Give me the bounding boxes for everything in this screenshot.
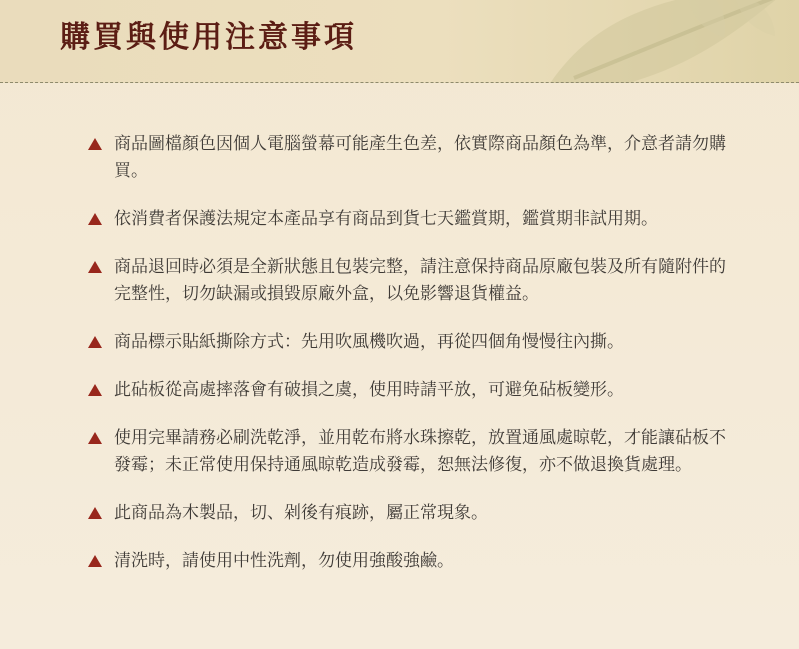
notice-item <box>88 329 738 356</box>
triangle-up-icon <box>88 555 102 567</box>
notice-text: 商品圖檔顏色因個人電腦螢幕可能產生色差，依實際商品顏色為準，介意者請勿購買。 <box>114 134 726 181</box>
notice-text: 此商品為木製品，切、剁後有痕跡，屬正常現象。 <box>114 503 488 523</box>
notice-text: 依消費者保護法規定本產品享有商品到貨七天鑑賞期，鑑賞期非試用期。 <box>114 209 658 229</box>
notice-text: 使用完畢請務必刷洗乾淨，並用乾布將水珠擦乾，放置通風處晾乾，才能讓砧板不發霉；未正常使用保持通風晾乾造成發霉，恕無法修復，亦不做退換貨處理。 <box>114 428 726 475</box>
leaf-icon <box>509 0 799 83</box>
triangle-up-icon <box>88 336 102 348</box>
triangle-up-icon <box>88 507 102 519</box>
notice-item <box>88 500 738 527</box>
notice-item <box>88 206 738 233</box>
triangle-up-icon <box>88 384 102 396</box>
triangle-up-icon <box>88 138 102 150</box>
notice-text: 商品退回時必須是全新狀態且包裝完整，請注意保持商品原廠包裝及所有隨附件的完整性，切勿缺漏或損毀原廠外盒，以免影響退貨權益。 <box>114 257 726 304</box>
header-banner <box>0 0 799 83</box>
notice-item <box>88 548 738 575</box>
header-divider <box>0 82 799 83</box>
notice-text: 清洗時，請使用中性洗劑，勿使用強酸強鹼。 <box>114 551 454 571</box>
notice-text: 此砧板從高處摔落會有破損之虞，使用時請平放，可避免砧板變形。 <box>114 380 624 400</box>
triangle-up-icon <box>88 213 102 225</box>
notice-list <box>88 131 738 596</box>
notice-item <box>88 377 738 404</box>
page-title: 購買與使用注意事項 <box>60 20 357 55</box>
triangle-up-icon <box>88 261 102 273</box>
notice-item <box>88 131 738 185</box>
notice-item <box>88 425 738 479</box>
notice-text: 商品標示貼紙撕除方式：先用吹風機吹過，再從四個角慢慢往內撕。 <box>114 332 624 352</box>
notice-item <box>88 254 738 308</box>
triangle-up-icon <box>88 432 102 444</box>
